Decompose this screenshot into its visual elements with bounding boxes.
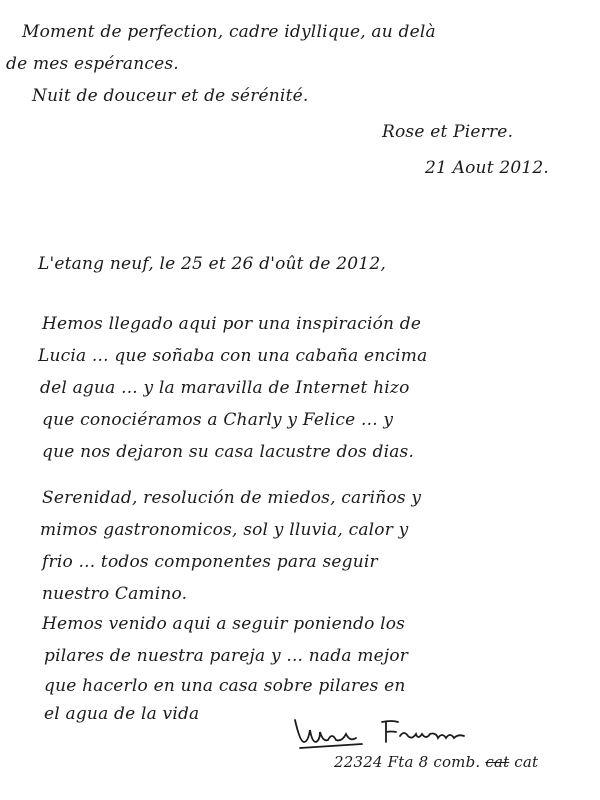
note1-line-1: Moment de perfection, cadre idyllique, au delà [22, 22, 436, 42]
note2-footer-end: cat [514, 753, 539, 771]
note2-footer-struck: cat [485, 753, 510, 771]
note2-p2-line-2: mimos gastronomicos, sol y lluvia, calor y [40, 520, 409, 540]
note1-signature: Rose et Pierre. [382, 122, 514, 142]
note2-p1-line-3: del agua ... y la maravilla de Internet hizo [40, 378, 410, 398]
note2-p2-line-3: frio ... todos componentes para seguir [42, 552, 378, 572]
note2-p1-line-4: que conociéramos a Charly y Felice ... y [42, 410, 394, 430]
note1-line-3: Nuit de douceur et de sérénité. [32, 86, 309, 106]
note1-line-2: de mes espérances. [6, 54, 179, 74]
note2-p2-line-7: que hacerlo en una casa sobre pilares en [44, 676, 406, 696]
signature-lucia-drawing [290, 712, 370, 752]
note2-p2-line-4: nuestro Camino. [42, 584, 188, 604]
note2-footer [334, 752, 538, 772]
note2-footer-main: 22324 Fta 8 comb. [334, 753, 481, 771]
note2-p1-line-1: Hemos llegado aqui por una inspiración de [42, 314, 422, 334]
note2-p2-line-6: pilares de nuestra pareja y ... nada mejor [44, 646, 409, 666]
note2-p1-line-5: que nos dejaron su casa lacustre dos dias. [42, 442, 415, 462]
note2-heading: L'etang neuf, le 25 et 26 d'oût de 2012, [38, 254, 386, 274]
signature-ferran-drawing [378, 716, 468, 746]
note1-date: 21 Aout 2012. [425, 158, 549, 178]
note2-p2-line-5: Hemos venido aqui a seguir poniendo los [42, 614, 406, 634]
note2-p2-line-8: el agua de la vida [44, 704, 200, 724]
note2-p1-line-2: Lucia ... que soñaba con una cabaña encima [38, 346, 428, 366]
note2-p2-line-1: Serenidad, resolución de miedos, cariños y [42, 488, 422, 508]
